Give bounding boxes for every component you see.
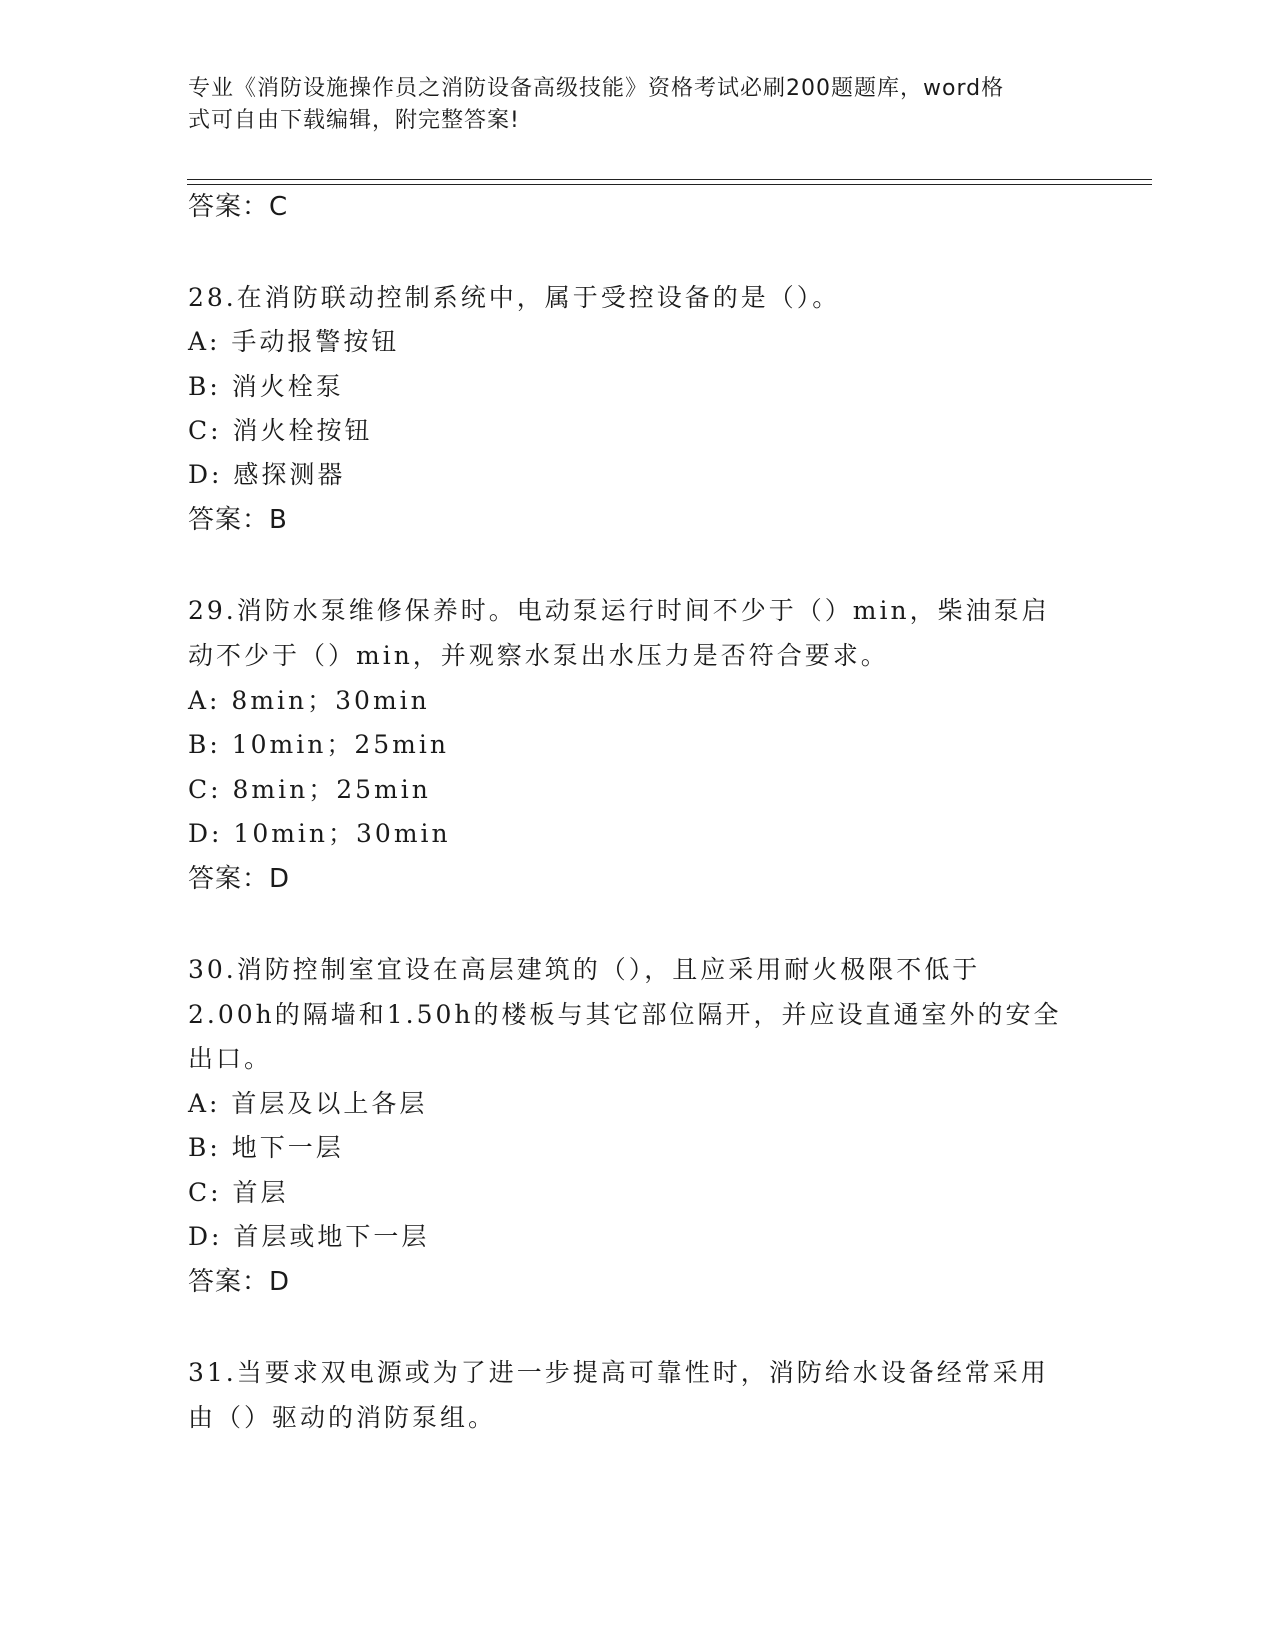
question-30-stem-line-3: 出口。 <box>188 1044 273 1073</box>
question-29-option-b: B: 10min；25min <box>188 730 449 759</box>
question-28-option-a: A: 手动报警按钮 <box>188 327 400 356</box>
question-30-answer: 答案：D <box>188 1267 291 1297</box>
header-divider-bottom <box>187 184 1152 185</box>
question-30-stem-line-2: 2.00h的隔墙和1.50h的楼板与其它部位隔开，并应设直通室外的安全 <box>188 1000 1062 1029</box>
question-29-stem-line-2: 动不少于（）min，并观察水泵出水压力是否符合要求。 <box>188 641 889 670</box>
question-31-stem-line-2: 由（）驱动的消防泵组。 <box>188 1403 497 1432</box>
question-30-option-d: D: 首层或地下一层 <box>188 1222 430 1251</box>
question-28-option-b: B: 消火栓泵 <box>188 372 344 401</box>
previous-answer: 答案：C <box>188 192 289 222</box>
question-28-option-d: D: 感探测器 <box>188 460 346 489</box>
question-30-option-a: A: 首层及以上各层 <box>188 1089 428 1118</box>
question-28-stem-line-1: 28.在消防联动控制系统中，属于受控设备的是（）。 <box>188 283 841 312</box>
question-30-stem-line-1: 30.消防控制室宜设在高层建筑的（），且应采用耐火极限不低于 <box>188 955 981 984</box>
question-29-answer: 答案：D <box>188 864 291 894</box>
question-31-stem-line-1: 31.当要求双电源或为了进一步提高可靠性时，消防给水设备经常采用 <box>188 1358 1049 1387</box>
question-29-option-d: D: 10min；30min <box>188 819 451 848</box>
document-header <box>188 73 1088 137</box>
header-line-2: 式可自由下载编辑，附完整答案! <box>188 108 520 133</box>
question-30-option-c: C: 首层 <box>188 1178 289 1207</box>
header-line-1: 专业《消防设施操作员之消防设备高级技能》资格考试必刷200题题库，word格 <box>188 76 1005 101</box>
header-divider-top <box>187 179 1152 180</box>
question-28-option-c: C: 消火栓按钮 <box>188 416 373 445</box>
question-29-option-a: A: 8min；30min <box>188 686 430 715</box>
question-28-answer: 答案：B <box>188 505 288 535</box>
question-30-option-b: B: 地下一层 <box>188 1133 344 1162</box>
question-29-stem-line-1: 29.消防水泵维修保养时。电动泵运行时间不少于（）min，柴油泵启 <box>188 596 1050 625</box>
question-29-option-c: C: 8min；25min <box>188 775 431 804</box>
